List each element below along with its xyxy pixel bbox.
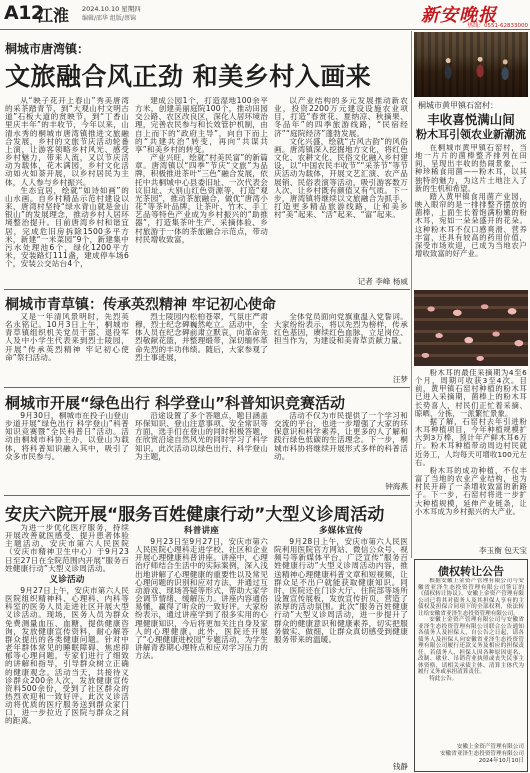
byline: 李玉衡 包天宝 <box>479 546 527 555</box>
article-headline: 桐城市青草镇：传承英烈精神 牢记初心使命 <box>5 297 276 313</box>
body-paragraph: 踏入黄甲镇食用菌产业园，映入眼帘的是一排排整齐摆放的菌棒，上面生长着饱满粉嫩的粉木耳，宛如一朵朵盛开的花朵。这种粉木耳不仅口感爽滑、营养丰富，还具有较高的药用价值，深受市场欢迎，已成为当地农户增收致富的好产业。 <box>415 191 527 259</box>
body-paragraph: 9月23日至9月27日，安庆市第六人民医院心理科走进学校、社区和企业开展心理健康科普讲座。讲座中，心理治疗师结合生活中的实际案例，深入浅出地讲解了心理健康的重要性以及常见心理问题的识别和应对方法，并通过互动游戏、现场答疑等形式，帮助大家学会调节情绪、缓解压力。讲座内容通俗易懂，赢得了听众的一致好评。大家纷纷表示，通过讲座学到了很多实用的心理健康知识，今后将更加关注自身及家人的心理健康。此外，医院还开展了“心理健康进校园”专题活动，为学生讲解青春期心理特点和应对学习压力的方法。 <box>135 537 268 661</box>
issue-date: 2024.10.10 星期四 <box>82 5 141 13</box>
section-rule <box>4 387 410 388</box>
byline: 记者 李峰 杨威 <box>357 277 408 286</box>
body-paragraph: 文化兴盛，绘就“古风古韵”的风俗画。唐湾镇深入挖掘地方文化，将红色文化、农耕文化、民俗文化融入乡村建设，以“中国农民丰收节”“采茶节”等节庆活动为载体，开展文艺汇演、农产品展销、民俗表演等活动，吸引游客数万人次，让乡村既有颜值又有气质。下一步，唐湾镇将继续以文旅融合为抓手，打造更多精品旅游线路，让和美乡村“美”起来、“活”起来、“富”起来。 <box>274 136 408 220</box>
body-paragraph: 从“映子花开上春山”秀美唐湾的采茶踏青节，到“大观山村文明古道”石板大道的赏映节，到“丁香山里庆丰年”的丰收节，今年以来，山清水秀的桐城市唐湾镇推进文旅融合发展，乡村的文旅节庆活动轮番上演，让游客领略乡村风光、感受乡村魅力，带来人流，又以节庆活动为载体，花木满园，乡村文化活动如火如荼开展，以乡村居民为主体，人人参与乡村振兴。 <box>5 97 129 187</box>
notice-paragraph: 特此公告。 <box>429 675 458 682</box>
notice-title: 债权转让公告 <box>438 565 504 578</box>
article-headline: 安庆六院开展“服务百姓健康行动”大型义诊周活动 <box>5 505 385 525</box>
article-column <box>135 524 268 771</box>
body-paragraph: 建成公园1个，打造湿地100余平方米，创建美丽庭院100个，推动田园交公路、农区改良区，深化人居环境治理，完善农民参与和长效管护机制，由自上而下的“政府主导”，向自下而上的“共建共治”转变，再向“共谋共享”和美乡村的转变。 <box>135 97 268 154</box>
byline: 汪梦 <box>392 375 408 384</box>
page-number: A12 <box>4 2 44 24</box>
body-paragraph: 活动不仅为市民提供了一个学习和交流的平台，也进一步增强了大家的环保意识和科学素养，让更多的人了解和践行绿色低碳的生活理念。下一步，桐城市科协将继续开展形式多样的科普活动。 <box>274 412 408 461</box>
article-kicker: 桐城市黄甲镇石窑村： <box>418 101 498 110</box>
body-paragraph: 据了解，石窑村去年引进粉木耳种植项目，今年种植规模扩大到3万棒，预计年产鲜木耳6万斤。粉木耳种植带动周边村民就近务工，人均每天可增收100元左右。 <box>415 416 527 467</box>
article-column <box>274 524 408 762</box>
byline: 钱静 <box>392 762 408 771</box>
body-paragraph: 粉木耳的最佳采摘期为4至6个月，周期可收获3至4次。目前，黄甲镇石窑村种植的粉木耳已进入采摘期，菌棒上的粉木耳长势喜人，村民们正忙着采摘、晾晒、分拣，一派繁忙景象。 <box>415 369 527 418</box>
body-paragraph: 粉木耳的成功种植，不仅丰富了当地的农业产业结构，也为村民开辟了一条增收致富的新路子。下一步，石窑村将进一步扩大种植规模，延伸产业链条，让小木耳成为乡村振兴的大产业。 <box>415 465 527 516</box>
newspaper-logo: 新安晚报 <box>421 5 497 26</box>
article-column <box>415 144 527 286</box>
article-column <box>135 97 268 286</box>
body-paragraph: 9月28日上午，安庆市第六人民医院利用医院官方网站、微信公众号、视频号等新媒体平台，广泛宣传“服务百姓健康行动”大型义诊周活动内容，推送精神心理健康科普文章和短视频，让群众足不出户就能获取健康知识。同时，医院还在门诊大厅、住院部等场所设置宣传展板，发放宣传折页，营造了浓厚的活动氛围。此次“服务百姓健康行动”大型义诊周活动，进一步提升了群众的健康意识和健康素养，切实把服务做实、做细，让群众真切感受到健康服务带来的温暖。 <box>274 537 408 644</box>
article-headline: 桐城市开展“绿色出行 科学登山”科普知识竞赛活动 <box>5 394 345 412</box>
body-paragraph: 在桐城市黄甲镇石窑村，当地一片片的菌棒整齐排列在田间，呈现出丰收的热闹景象，一种珍稀食用菌——粉木耳，以其独特的魅力，为这片土地注入了新的生机和希望。 <box>415 144 527 193</box>
header-rule <box>0 29 530 30</box>
body-paragraph: 生态宜居，绘就“如诗如画”的山水画。自乡村精品示范村建设以来，唐湾村坚持“绿水青山就是金山银山”的发展理念，推动乡村人居环境整治提升。目前唐湾乡村和谐宜居，完成危旧房拆除1500多平方米，新建“一米菜园”9个，新建集中污水处理池6个，绿化1200平方米，安装路灯111盏，建成停车场6个，安装公交站台4个， <box>5 185 129 269</box>
section-subhead: 义诊活动 <box>49 574 85 585</box>
article-column <box>274 97 408 277</box>
article-headline: 文旅融合风正劲 和美乡村入画来 <box>5 62 372 91</box>
article-column <box>5 524 129 771</box>
notice-signer: 安徽省亚泽生态投资管理有限公司 <box>440 751 524 757</box>
body-paragraph: 烈士陵园内松柏苍翠，气氛庄严肃穆，烈士纪念碑巍然屹立。活动中，全体人员在纪念碑前肃立默哀，向革命先烈敬献花篮，并整理缎带，深切缅怀革命先烈的丰功伟绩。随后，大家参观了烈士事迹展， <box>135 313 268 362</box>
article-column <box>274 313 408 375</box>
body-paragraph: 以产业结构的多元发展推动新农业，投资2200万元建设设施农业项目，打造“春赏花、夏纳凉、秋摘果、冬品年”的四季旅游线路，“民宿经济”“庭院经济”蓬勃发展。 <box>274 97 408 138</box>
article-headline: 丰收喜悦满山间 <box>427 112 515 127</box>
section-subhead: 科普讲座 <box>183 526 220 536</box>
notice-signer: 安徽上金资产管理有限公司 <box>456 744 524 750</box>
notice-date: 2024年10月10日 <box>478 758 524 764</box>
article-column <box>415 369 527 546</box>
photo-pink-fungus-logs <box>414 290 528 366</box>
body-paragraph: 产业兴旺，绘就“村美民富”的新篇章。唐湾镇以“四季”节庆“文旅”为品牌，积极推进茶叶“三色”融合发展，依托中共桐城中心县委旧址、一次代表会议旧址、大别山红色资源等，打造“观光茶园”，推动茶旅融合，做优“唐湾小花”等茶叶品牌，让茶叶、竹木、手工艺品等特色产业成为乡村振兴的“助推器”，打造集茶叶生产、采摘体验、乡村旅游于一体的茶旅融合示范点，带动村民增收致富， <box>135 153 268 244</box>
debt-transfer-notice <box>414 559 528 772</box>
notice-paragraph: 安徽上金资产管理有限公司与安徽省亚泽生态投资管理有限公司联合公告通知各债务人及担保人，自公告之日起，请各债务人及担保人向安徽省亚泽生态投资管理有限公司履行还款义务及相应的担保责任。若债务人、担保人因各种原因更名、改制、歇业、吊销营业执照或丧失民事主体资格，请相关承债主体、清算主体代为履行义务或承担清算责任。 <box>418 617 524 675</box>
hotline: 热线：0551-62833000 <box>467 23 528 29</box>
notice-body <box>418 578 524 738</box>
body-paragraph: 为进一步优化医疗服务，持续开展改善就医感受、提升患者体验主题活动，安庆市第六人民医院（安庆市精神卫生中心）于9月23日至27日在全院范围内开展“服务百姓健康行动”大型义诊周活动。 <box>5 524 129 573</box>
article-kicker: 桐城市唐湾镇： <box>5 42 90 56</box>
photo-fungus-harvest <box>414 32 528 97</box>
section-rule <box>4 289 410 290</box>
byline: 钟海燕 <box>385 482 408 491</box>
body-paragraph: 沿途设置了多个答题点，题目涵盖环保知识、登山注意事项、安全常识等方面，选手们在登山的同时积极答题，在欣赏沿途自然风光的同时学习了科学知识。此次活动以绿色出行、科学登山为主题， <box>135 412 268 461</box>
article-headline: 粉木耳引领农业新潮流 <box>416 128 526 141</box>
body-paragraph: 9月27日上午，安庆市第六人民医院组织精神科、心理科、内科等科室的医务人员走进社区开展大型义诊活动。现场，医务人员为群众免费测量血压、血糖，提供健康咨询，发放健康宣传资料，耐心解答群众提出的各类健康问题。针对中老年群体常见的睡眠障碍、焦虑抑郁等心理问题，专家们进行了细致的讲解和指导，引导群众树立正确的健康观念。活动当天，共接待义诊群众200余人次，发放健康宣传资料500余份，受到了社区群众的热烈欢迎和一致好评。此次义诊活动将优质的医疗服务送到群众家门口，进一步拉近了医院与群众之间的距离。 <box>5 585 129 726</box>
article-column <box>5 97 129 286</box>
section-rule <box>4 495 410 496</box>
notice-paragraph: 根据安徽上金资产管理有限公司与安徽省亚泽生态投资管理有限公司签订的《债权转让协议》，安徽上金资产管理有限公司已将其对债务人及其担保人享有的主债权及担保合同项下的全部权利，依法转让给安徽省亚泽生态投资管理有限公司。 <box>418 578 524 617</box>
body-paragraph: 9月30日，桐城市在投子山登山步道开展“绿色出行 科学登山”科普知识竞赛暨“全民科普日”活动。活动由桐城市科协主办，以登山为载体，将科普知识融入其中，吸引了众多市民参与。 <box>5 412 129 461</box>
article-column <box>5 412 129 490</box>
article-column <box>135 412 268 490</box>
section-name: 江淮 <box>37 6 70 25</box>
section-subhead: 多媒体宣传 <box>319 526 363 536</box>
article-column <box>274 412 408 482</box>
body-paragraph: 又是一年清风景明时，先烈英名永铭记。10月3日上午，桐城市青草镇组织机关党员干部、退役军人及中小学生代表来到烈士陵园，开展“传承英烈精神 牢记初心使命”祭扫活动。 <box>5 313 129 362</box>
editor-credits: 编辑/邵华 组版/蔡锦 <box>82 15 136 22</box>
article-column <box>135 313 268 383</box>
column-divider <box>411 31 412 558</box>
body-paragraph: 全体党员面向党旗重温入党誓词。大家纷纷表示，将以先烈为榜样，传承红色基因，赓续红色血脉，立足岗位、担当作为，为建设和美青草贡献力量。 <box>274 313 408 346</box>
article-column <box>5 313 129 383</box>
